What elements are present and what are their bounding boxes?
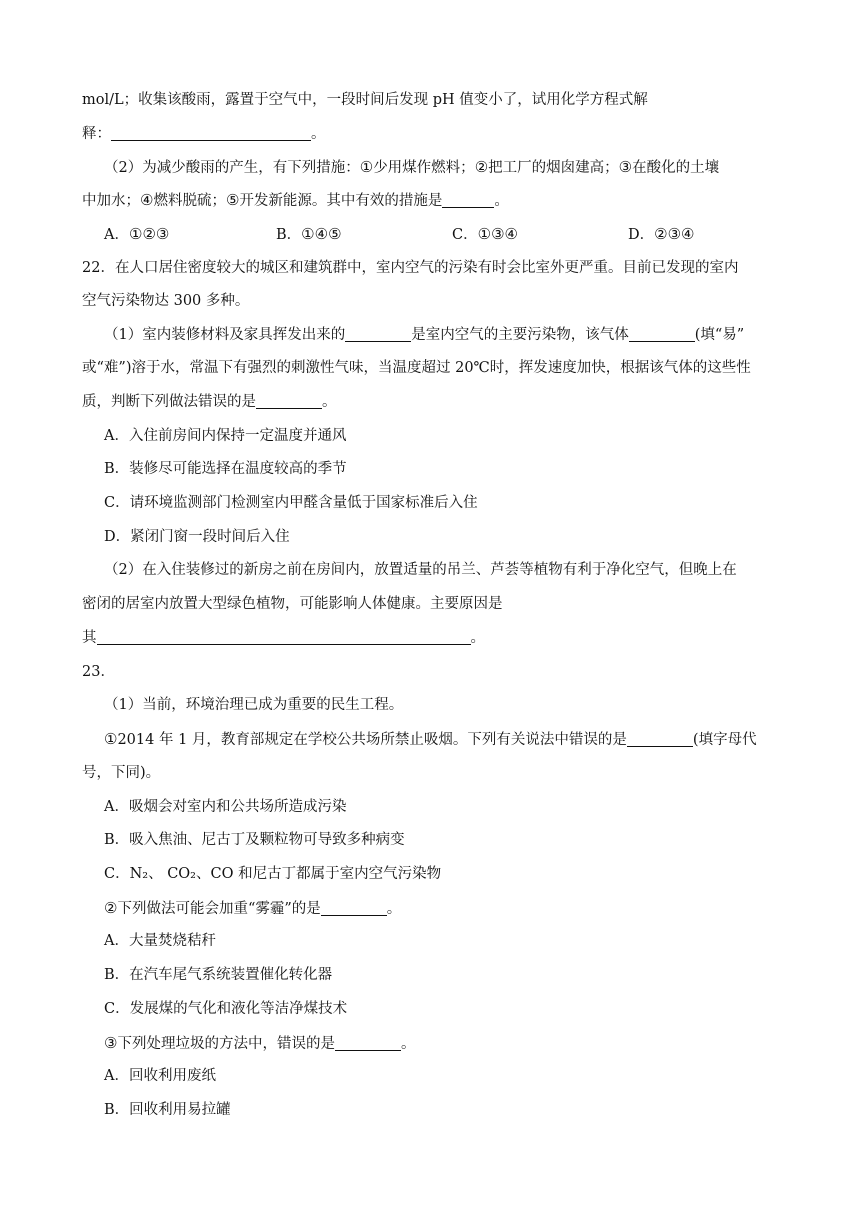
text: 是室内空气的主要污染物，该气体 [411, 327, 629, 343]
text: (填字母代 [692, 732, 757, 748]
text-line [104, 157, 719, 178]
option-a: A．吸烟会对室内和公共场所造成污染 [104, 799, 347, 815]
text-line [82, 392, 337, 412]
text: 或“难”)溶于水，常温下有强烈的刺激性气味，当温度超过 20℃时，挥发速度加快，根据该气体的这些性 [82, 360, 751, 376]
answer-blank [97, 629, 471, 645]
circled-number: ③ [104, 1034, 118, 1052]
option-b: B．在汽车尾气系统装置催化转化器 [104, 967, 333, 983]
text-line [104, 729, 757, 750]
text: 22．在人口居住密度较大的城区和建筑群中，室内空气的污染有时会比室外更严重。目前已发现的室内 [82, 260, 739, 276]
text: （1）当前，环境治理已成为重要的民生工程。 [104, 697, 404, 713]
option-c: C．请环境监测部门检测室内甲醛含量低于国家标准后入住 [104, 495, 478, 511]
text: 少用煤作燃料； [373, 160, 475, 176]
text: mol/L；收集该酸雨，露置于空气中，一段时间后发现 pH 值变小了，试用化学方程式解 [82, 92, 648, 108]
circled-number: ④ [140, 191, 154, 209]
answer-blank [629, 326, 695, 342]
text: 中加水； [82, 193, 140, 209]
circled-number: ① [104, 730, 118, 748]
circled-number: ② [474, 158, 489, 176]
text: 。 [322, 394, 337, 410]
text: 。 [311, 126, 326, 142]
text: （1）室内装修材料及家具挥发出来的 [104, 327, 346, 343]
question-22 [82, 258, 738, 278]
text-line [104, 325, 744, 345]
text: （2）在入住装修过的新房之前在房间内，放置适量的吊兰、芦荟等植物有利于净化空气，但晚上在 [104, 562, 737, 578]
circled-number: ② [104, 899, 118, 917]
option-a: A．大量焚烧秸秆 [104, 933, 216, 949]
option-b: B．装修尽可能选择在温度较高的季节 [104, 461, 347, 477]
text: 23． [82, 664, 115, 680]
answer-blank [442, 192, 494, 208]
text-line [82, 291, 249, 311]
text: （2）为减少酸雨的产生，有下列措施： [104, 160, 360, 176]
answer-blank [111, 125, 311, 141]
text: 质，判断下列做法错误的是 [82, 394, 256, 410]
answer-blank [335, 1035, 401, 1051]
circled-number: ③ [618, 158, 633, 176]
text: 燃料脱硫； [153, 193, 226, 209]
answer-blank [345, 326, 411, 342]
option-b: B．回收利用易拉罐 [104, 1102, 231, 1118]
text: 。 [494, 193, 509, 209]
text: 密闭的居室内放置大型绿色植物，可能影响人体健康。主要原因是 [82, 596, 503, 612]
option-b: B．吸入焦油、尼古丁及颗粒物可导致多种病变 [104, 832, 405, 848]
option-a: A．回收利用废纸 [104, 1068, 216, 1084]
option-c: C．N₂、 CO₂、CO 和尼古丁都属于室内空气污染物 [104, 866, 442, 882]
circled-number: ⑤ [225, 191, 240, 209]
circled-number: ① [359, 158, 374, 176]
text: 。 [386, 901, 402, 917]
text-line [82, 90, 648, 110]
text-line [82, 594, 503, 614]
text: (填“易” [694, 327, 745, 343]
text: 2014 年 1 月，教育部规定在学校公共场所禁止吸烟。下列有关说法中错误的是 [117, 732, 627, 748]
option-d: D．紧闭门窗一段时间后入住 [104, 529, 290, 545]
option-c: C．①③④ [452, 225, 518, 243]
question-23 [82, 662, 115, 682]
text-line [104, 1033, 415, 1054]
text-line [104, 695, 403, 715]
text: 在酸化的土壤 [632, 160, 720, 176]
option-d: D．②③④ [628, 225, 695, 243]
text-line [82, 628, 485, 648]
text-line [104, 560, 737, 580]
text: 。 [400, 1036, 416, 1052]
option-c: C．发展煤的气化和液化等洁净煤技术 [104, 1001, 348, 1017]
text-line [104, 898, 401, 919]
option-a: A．①②③ [104, 225, 170, 243]
text: 下列做法可能会加重“雾霾”的是 [117, 901, 321, 917]
answer-blank [627, 731, 693, 747]
text: 开发新能源。其中有效的措施是 [239, 193, 443, 209]
text-line [82, 190, 509, 211]
option-a: A．入住前房间内保持一定温度并通风 [104, 428, 347, 444]
text: 下列处理垃圾的方法中，错误的是 [117, 1036, 335, 1052]
text: 号，下同)。 [82, 765, 161, 781]
answer-blank [256, 393, 322, 409]
text: 其 [82, 630, 97, 646]
text: 空气污染物达 300 多种。 [82, 293, 250, 309]
text: 释： [82, 126, 111, 142]
text-line [82, 124, 326, 144]
text: 把工厂的烟囱建高； [488, 160, 619, 176]
text-line [82, 763, 160, 783]
text-line [82, 358, 751, 378]
text: 。 [470, 630, 485, 646]
option-b: B．①④⑤ [276, 225, 342, 243]
answer-blank [321, 900, 387, 916]
